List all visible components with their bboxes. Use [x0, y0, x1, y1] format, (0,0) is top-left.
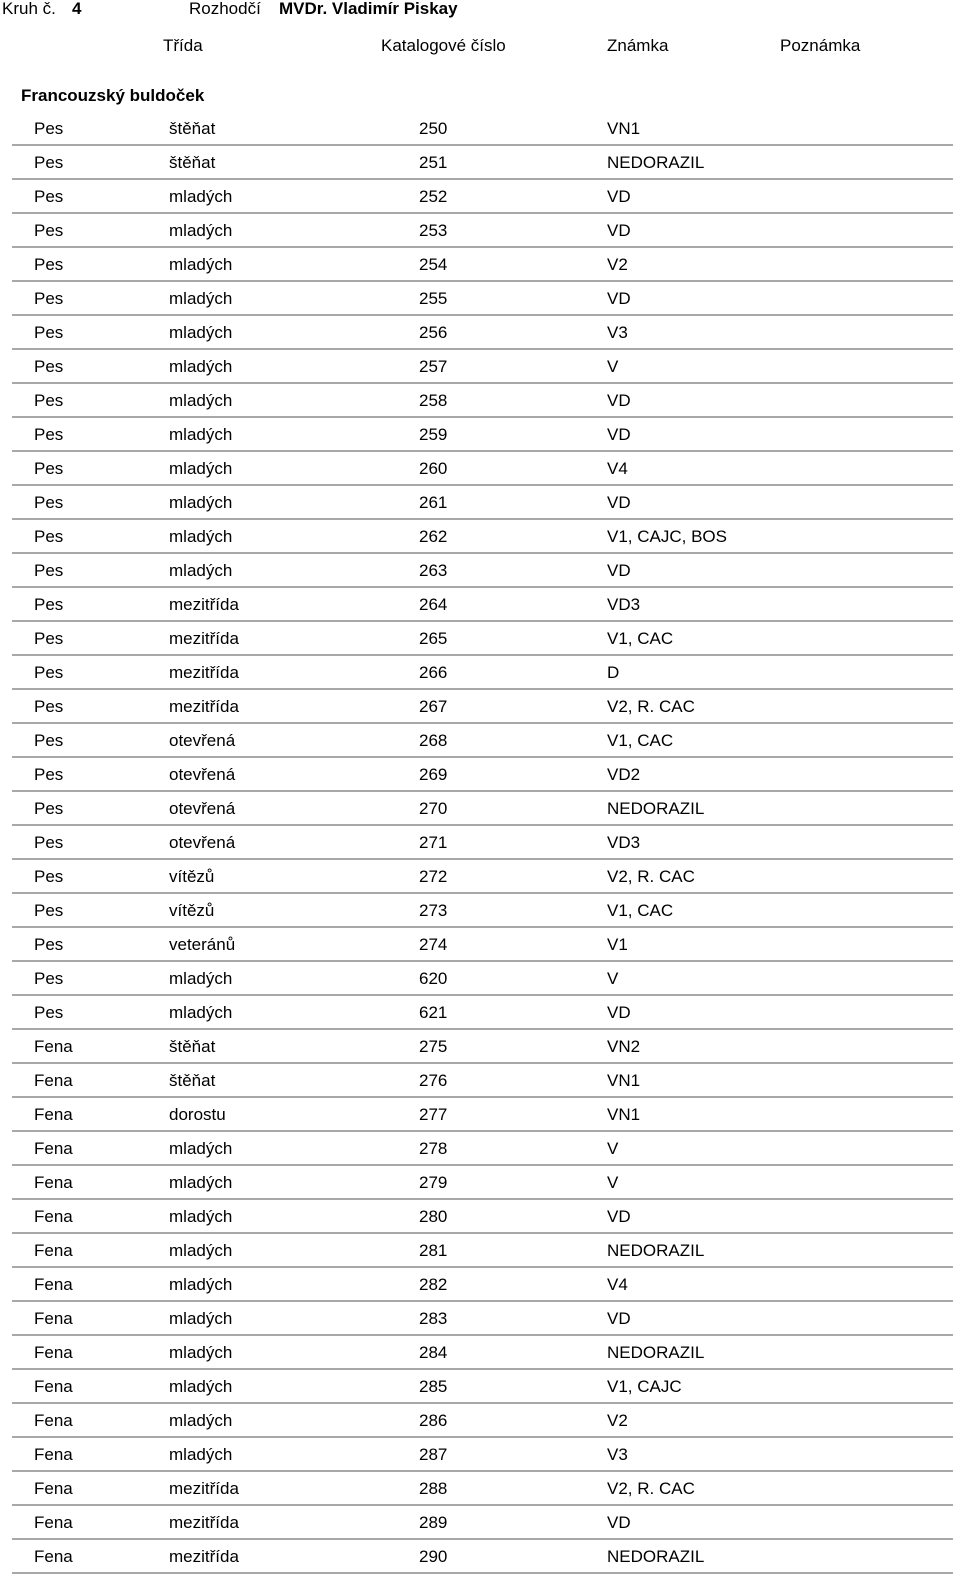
sex-cell: Fena [34, 1377, 73, 1396]
class-cell: mladých [169, 221, 233, 240]
catalog-number-cell: 255 [419, 289, 448, 308]
catalog-number-cell: 260 [419, 459, 448, 478]
table-row [12, 1506, 953, 1540]
class-cell: otevřená [169, 731, 236, 750]
catalog-number-cell: 275 [419, 1037, 448, 1056]
table-row [12, 928, 953, 962]
sex-cell: Fena [34, 1037, 73, 1056]
table-row [12, 962, 953, 996]
table-row [12, 1030, 953, 1064]
catalog-number-cell: 267 [419, 697, 448, 716]
table-row [12, 622, 953, 656]
class-cell: mladých [169, 459, 233, 478]
sex-cell: Pes [34, 527, 64, 546]
grade-cell: V2 [607, 1411, 628, 1430]
sex-cell: Pes [34, 867, 64, 886]
class-cell: mezitřída [169, 697, 239, 716]
table-row [12, 1166, 953, 1200]
catalog-number-cell: 262 [419, 527, 448, 546]
column-header-catalog-number: Katalogové číslo [381, 36, 506, 55]
grade-cell: VN2 [607, 1037, 641, 1056]
column-header-note: Poznámka [780, 36, 861, 55]
catalog-number-cell: 290 [419, 1547, 448, 1566]
catalog-number-cell: 280 [419, 1207, 448, 1226]
grade-cell: V3 [607, 1445, 628, 1464]
catalog-number-cell: 256 [419, 323, 448, 342]
class-cell: mladých [169, 493, 233, 512]
sex-cell: Pes [34, 289, 64, 308]
table-row [12, 1540, 953, 1574]
sex-cell: Pes [34, 697, 64, 716]
sex-cell: Fena [34, 1445, 73, 1464]
sex-cell: Fena [34, 1275, 73, 1294]
catalog-number-cell: 287 [419, 1445, 448, 1464]
grade-cell: V1, CAJC [607, 1377, 682, 1396]
grade-cell: VD [607, 289, 631, 308]
sex-cell: Fena [34, 1071, 73, 1090]
catalog-number-cell: 288 [419, 1479, 448, 1498]
table-row [12, 180, 953, 214]
class-cell: štěňat [169, 119, 216, 138]
sex-cell: Pes [34, 425, 64, 444]
table-row [12, 894, 953, 928]
catalog-number-cell: 261 [419, 493, 448, 512]
catalog-number-cell: 274 [419, 935, 448, 954]
grade-cell: VD [607, 1003, 631, 1022]
class-cell: mladých [169, 357, 233, 376]
class-cell: vítězů [169, 867, 215, 886]
class-cell: mladých [169, 1241, 233, 1260]
grade-cell: NEDORAZIL [607, 799, 705, 818]
grade-cell: VN1 [607, 1105, 641, 1124]
sex-cell: Pes [34, 459, 64, 478]
grade-cell: V1, CAC [607, 901, 674, 920]
catalog-number-cell: 276 [419, 1071, 448, 1090]
grade-cell: NEDORAZIL [607, 1547, 705, 1566]
grade-cell: V1, CAC [607, 731, 674, 750]
class-cell: mladých [169, 187, 233, 206]
catalog-number-cell: 289 [419, 1513, 448, 1532]
table-row [12, 1200, 953, 1234]
sex-cell: Pes [34, 357, 64, 376]
class-cell: mladých [169, 255, 233, 274]
grade-cell: VD3 [607, 595, 641, 614]
grade-cell: V4 [607, 459, 628, 478]
catalog-number-cell: 282 [419, 1275, 448, 1294]
results-table [12, 112, 953, 1574]
table-row [12, 588, 953, 622]
class-cell: mezitřída [169, 1513, 239, 1532]
catalog-number-cell: 259 [419, 425, 448, 444]
sex-cell: Fena [34, 1241, 73, 1260]
class-cell: mladých [169, 1445, 233, 1464]
sex-cell: Fena [34, 1479, 73, 1498]
catalog-number-cell: 265 [419, 629, 448, 648]
table-row [12, 248, 953, 282]
sex-cell: Pes [34, 969, 64, 988]
catalog-number-cell: 621 [419, 1003, 448, 1022]
class-cell: štěňat [169, 153, 216, 172]
class-cell: otevřená [169, 833, 236, 852]
sex-cell: Pes [34, 833, 64, 852]
sex-cell: Pes [34, 595, 64, 614]
class-cell: mladých [169, 1207, 233, 1226]
table-row [12, 1064, 953, 1098]
table-row [12, 996, 953, 1030]
catalog-number-cell: 271 [419, 833, 448, 852]
class-cell: štěňat [169, 1037, 216, 1056]
grade-cell: V [607, 969, 619, 988]
class-cell: mladých [169, 391, 233, 410]
grade-cell: VD [607, 187, 631, 206]
table-row [12, 1132, 953, 1166]
table-row [12, 350, 953, 384]
grade-cell: V1, CAJC, BOS [607, 527, 727, 546]
table-row [12, 1234, 953, 1268]
grade-cell: VD [607, 561, 631, 580]
grade-cell: VD2 [607, 765, 641, 784]
catalog-number-cell: 277 [419, 1105, 448, 1124]
grade-cell: VD [607, 1309, 631, 1328]
class-cell: mladých [169, 425, 233, 444]
catalog-number-cell: 266 [419, 663, 448, 682]
table-row [12, 1336, 953, 1370]
sex-cell: Pes [34, 187, 64, 206]
grade-cell: V1 [607, 935, 628, 954]
class-cell: mladých [169, 1139, 233, 1158]
table-row [12, 656, 953, 690]
sex-cell: Pes [34, 153, 64, 172]
sex-cell: Pes [34, 323, 64, 342]
catalog-number-cell: 269 [419, 765, 448, 784]
grade-cell: VD [607, 1207, 631, 1226]
table-row [12, 520, 953, 554]
grade-cell: VD [607, 1513, 631, 1532]
catalog-number-cell: 268 [419, 731, 448, 750]
grade-cell: V4 [607, 1275, 628, 1294]
catalog-number-cell: 278 [419, 1139, 448, 1158]
catalog-number-cell: 258 [419, 391, 448, 410]
table-row [12, 214, 953, 248]
class-cell: mladých [169, 969, 233, 988]
grade-cell: NEDORAZIL [607, 1241, 705, 1260]
catalog-number-cell: 281 [419, 1241, 448, 1260]
grade-cell: VD [607, 391, 631, 410]
class-cell: mladých [169, 1003, 233, 1022]
sex-cell: Pes [34, 765, 64, 784]
sex-cell: Pes [34, 799, 64, 818]
grade-cell: V2, R. CAC [607, 697, 695, 716]
table-row [12, 758, 953, 792]
catalog-number-cell: 286 [419, 1411, 448, 1430]
sex-cell: Pes [34, 493, 64, 512]
sex-cell: Pes [34, 1003, 64, 1022]
grade-cell: V [607, 1173, 619, 1192]
grade-cell: V2, R. CAC [607, 1479, 695, 1498]
breed-title: Francouzský buldoček [21, 86, 205, 105]
table-row [12, 316, 953, 350]
class-cell: mezitřída [169, 663, 239, 682]
sex-cell: Pes [34, 935, 64, 954]
sex-cell: Pes [34, 901, 64, 920]
grade-cell: V [607, 357, 619, 376]
class-cell: mezitřída [169, 1479, 239, 1498]
class-cell: dorostu [169, 1105, 226, 1124]
catalog-number-cell: 263 [419, 561, 448, 580]
grade-cell: NEDORAZIL [607, 153, 705, 172]
grade-cell: VD [607, 221, 631, 240]
class-cell: mladých [169, 1343, 233, 1362]
catalog-number-cell: 272 [419, 867, 448, 886]
grade-cell: D [607, 663, 620, 682]
class-cell: mezitřída [169, 1547, 239, 1566]
sex-cell: Fena [34, 1411, 73, 1430]
catalog-number-cell: 264 [419, 595, 448, 614]
grade-cell: V3 [607, 323, 628, 342]
grade-cell: V1, CAC [607, 629, 674, 648]
catalog-number-cell: 253 [419, 221, 448, 240]
class-cell: mladých [169, 1309, 233, 1328]
table-row [12, 860, 953, 894]
catalog-number-cell: 273 [419, 901, 448, 920]
catalog-number-cell: 270 [419, 799, 448, 818]
catalog-number-cell: 257 [419, 357, 448, 376]
table-row [12, 418, 953, 452]
sex-cell: Fena [34, 1547, 73, 1566]
catalog-number-cell: 285 [419, 1377, 448, 1396]
sex-cell: Fena [34, 1207, 73, 1226]
catalog-number-cell: 251 [419, 153, 448, 172]
table-row [12, 1302, 953, 1336]
class-cell: otevřená [169, 799, 236, 818]
class-cell: veteránů [169, 935, 236, 954]
table-row [12, 486, 953, 520]
grade-cell: VD [607, 493, 631, 512]
class-cell: mladých [169, 1377, 233, 1396]
catalog-number-cell: 283 [419, 1309, 448, 1328]
class-cell: mezitřída [169, 595, 239, 614]
sex-cell: Fena [34, 1139, 73, 1158]
sex-cell: Pes [34, 221, 64, 240]
class-cell: mladých [169, 561, 233, 580]
catalog-number-cell: 254 [419, 255, 448, 274]
sex-cell: Pes [34, 731, 64, 750]
catalog-number-cell: 620 [419, 969, 448, 988]
table-row [12, 452, 953, 486]
class-cell: mladých [169, 527, 233, 546]
column-header-class: Třída [163, 36, 203, 55]
grade-cell: V2 [607, 255, 628, 274]
ring-number: 4 [72, 0, 82, 18]
class-cell: štěňat [169, 1071, 216, 1090]
table-row [12, 384, 953, 418]
grade-cell: VN1 [607, 1071, 641, 1090]
grade-cell: V2, R. CAC [607, 867, 695, 886]
table-row [12, 112, 953, 146]
table-row [12, 1472, 953, 1506]
catalog-number-cell: 252 [419, 187, 448, 206]
sex-cell: Pes [34, 629, 64, 648]
class-cell: mladých [169, 1173, 233, 1192]
grade-cell: VD3 [607, 833, 641, 852]
table-row [12, 724, 953, 758]
table-row [12, 1404, 953, 1438]
table-row [12, 1098, 953, 1132]
grade-cell: VD [607, 425, 631, 444]
class-cell: vítězů [169, 901, 215, 920]
table-row [12, 792, 953, 826]
sex-cell: Fena [34, 1173, 73, 1192]
table-row [12, 1438, 953, 1472]
grade-cell: NEDORAZIL [607, 1343, 705, 1362]
sex-cell: Pes [34, 119, 64, 138]
table-row [12, 690, 953, 724]
sex-cell: Pes [34, 663, 64, 682]
class-cell: mladých [169, 323, 233, 342]
table-row [12, 282, 953, 316]
sex-cell: Fena [34, 1105, 73, 1124]
table-row [12, 146, 953, 180]
sex-cell: Fena [34, 1343, 73, 1362]
table-row [12, 1268, 953, 1302]
judge-name: MVDr. Vladimír Piskay [279, 0, 458, 18]
grade-cell: VN1 [607, 119, 641, 138]
table-row [12, 554, 953, 588]
class-cell: mladých [169, 1275, 233, 1294]
sex-cell: Fena [34, 1513, 73, 1532]
table-row [12, 826, 953, 860]
sex-cell: Pes [34, 561, 64, 580]
class-cell: mladých [169, 1411, 233, 1430]
class-cell: otevřená [169, 765, 236, 784]
sex-cell: Pes [34, 391, 64, 410]
catalog-number-cell: 279 [419, 1173, 448, 1192]
ring-label: Kruh č. [2, 0, 56, 18]
catalog-number-cell: 250 [419, 119, 448, 138]
table-row [12, 1370, 953, 1404]
class-cell: mezitřída [169, 629, 239, 648]
class-cell: mladých [169, 289, 233, 308]
judge-label: Rozhodčí [189, 0, 261, 18]
catalog-number-cell: 284 [419, 1343, 448, 1362]
sex-cell: Pes [34, 255, 64, 274]
column-header-grade: Známka [607, 36, 669, 55]
grade-cell: V [607, 1139, 619, 1158]
sex-cell: Fena [34, 1309, 73, 1328]
